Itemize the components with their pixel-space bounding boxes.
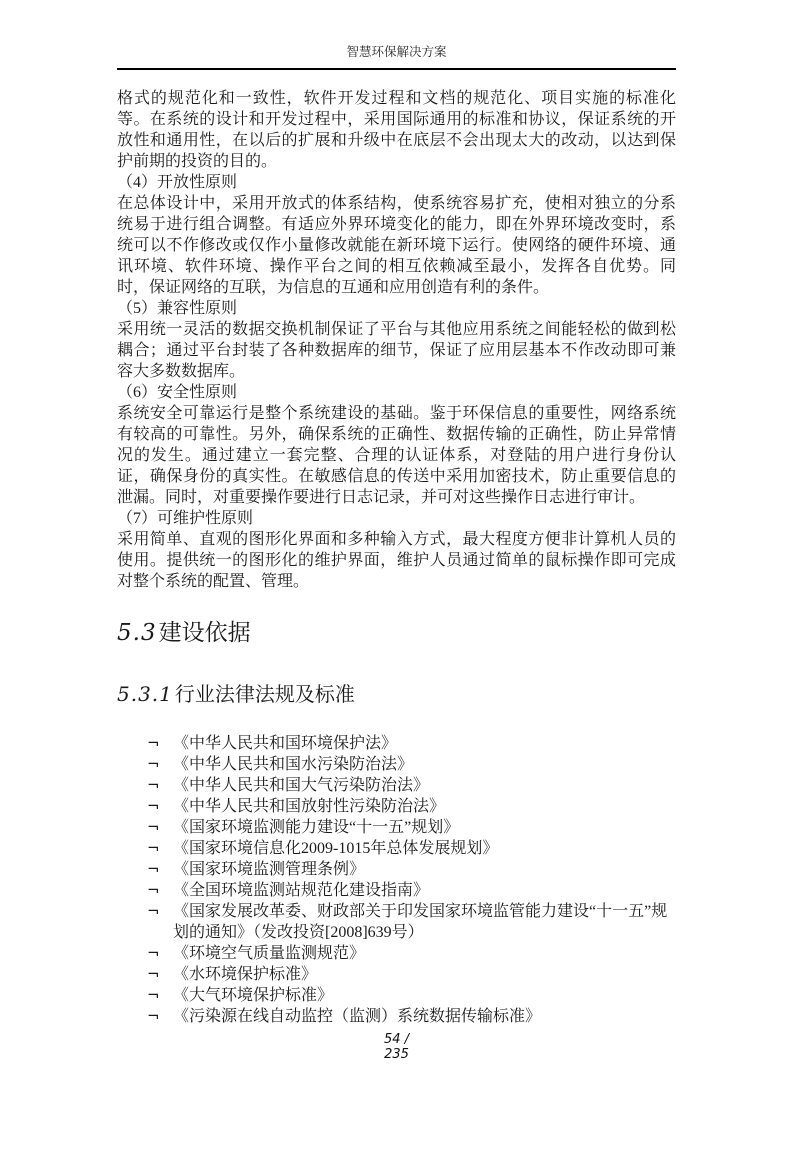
list-item-text: 《国家环境监测能力建设“十一五”规划》 [173, 819, 460, 836]
document-page [0, 45, 793, 1167]
section-title: 行业法律法规及标准 [174, 684, 355, 706]
list-item [117, 859, 676, 880]
list-item-text: 《国家发展改革委、财政部关于印发国家环境监管能力建设“十一五”规划的通知》（发改投资[2008]639号） [173, 903, 668, 941]
list-item-text: 《中华人民共和国环境保护法》 [173, 735, 398, 752]
section-number: 5.3 [117, 620, 157, 646]
list-item-text: 《污染源在线自动监控（监测）系统数据传输标准》 [173, 1008, 542, 1025]
list-bullet-icon: ¬ [147, 965, 160, 983]
section-number: 5.3.1 [117, 682, 173, 706]
list-item [117, 817, 676, 838]
list-bullet-icon: ¬ [147, 881, 160, 899]
list-item-text: 《水环境保护标准》 [173, 966, 318, 983]
page-total: 235 [384, 1047, 409, 1062]
page-header [117, 45, 676, 70]
list-bullet-icon: ¬ [147, 755, 160, 773]
list-bullet-icon: ¬ [147, 839, 160, 857]
list-item-text: 《全国环境监测站规范化建设指南》 [173, 882, 430, 899]
list-item [117, 754, 676, 775]
list-bullet-icon: ¬ [147, 944, 160, 962]
paragraph: 采用统一灵活的数据交换机制保证了平台与其他应用系统之间能轻松的做到松耦合；通过平台封装了各种数据库的细节，保证了应用层基本不作改动即可兼容大多数数据库。 [117, 321, 676, 380]
paragraph: 系统安全可靠运行是整个系统建设的基础。鉴于环保信息的重要性，网络系统有较高的可靠性。另外，确保系统的正确性、数据传输的正确性，防止异常情况的发生。通过建立一套完整、合理的认证体系，对登陆的用户进行身份认证，确保身份的真实性。在敏感信息的传送中采用加密技术，防止重要信息的泄漏。同时，对重要操作要进行日志记录，并可对这些操作日志进行审计。 [117, 405, 676, 506]
section-heading-5-3-1 [117, 681, 676, 709]
paragraph: 在总体设计中，采用开放式的体系结构，使系统容易扩充，使相对独立的分系统易于进行组合调整。有适应外界环境变化的能力，即在外界环境改变时，系统可以不作修改或仅作小量修改就能在新环境下运行。使网络的硬件环境、通讯环境、软件环境、操作平台之间的相互依赖减至最小，发挥各自优势。同时，保证网络的互联，为信息的互通和应用创造有利的条件。 [117, 195, 676, 296]
list-bullet-icon: ¬ [147, 776, 160, 794]
body-text-block [117, 88, 676, 592]
section-title: 建设依据 [158, 620, 251, 645]
page-number: 54 / [383, 1032, 410, 1047]
list-item [117, 838, 676, 859]
list-item [117, 880, 676, 901]
list-bullet-icon: ¬ [147, 797, 160, 815]
list-bullet-icon: ¬ [147, 818, 160, 836]
list-bullet-icon: ¬ [147, 986, 160, 1004]
list-bullet-icon: ¬ [147, 1007, 160, 1025]
subheading-paragraph: （4）开放性原则 [117, 174, 238, 191]
list-item [117, 985, 676, 1006]
list-bullet-icon: ¬ [147, 902, 160, 920]
list-item [117, 943, 676, 964]
paragraph: 格式的规范化和一致性，软件开发过程和文档的规范化、项目实施的标准化等。在系统的设计和开发过程中，采用国际通用的标准和协议，保证系统的开放性和通用性，在以后的扩展和升级中在底层不会出现太大的改动，以达到保护前期的投资的目的。 [117, 90, 676, 170]
list-item-text: 《中华人民共和国水污染防治法》 [173, 756, 414, 773]
list-item [117, 796, 676, 817]
subheading-paragraph: （7）可维护性原则 [117, 510, 254, 527]
list-item-text: 《大气环境保护标准》 [173, 987, 334, 1004]
law-list [117, 733, 676, 1027]
page-footer [117, 1032, 676, 1062]
subheading-paragraph: （6）安全性原则 [117, 384, 238, 401]
list-item [117, 964, 676, 985]
list-item-text: 《中华人民共和国放射性污染防治法》 [173, 798, 446, 815]
list-item [117, 733, 676, 754]
list-item [117, 1006, 676, 1027]
list-bullet-icon: ¬ [147, 860, 160, 878]
list-item-text: 《中华人民共和国大气污染防治法》 [173, 777, 430, 794]
section-heading-5-3 [117, 618, 676, 648]
list-item-text: 《国家环境信息化2009-1015年总体发展规划》 [173, 840, 499, 857]
list-item-text: 《国家环境监测管理条例》 [173, 861, 366, 878]
list-bullet-icon: ¬ [147, 734, 160, 752]
subheading-paragraph: （5）兼容性原则 [117, 300, 238, 317]
list-item [117, 775, 676, 796]
page-header-title: 智慧环保解决方案 [346, 45, 447, 59]
paragraph: 采用简单、直观的图形化界面和多种输入方式，最大程度方便非计算机人员的使用。提供统一的图形化的维护界面，维护人员通过简单的鼠标操作即可完成对整个系统的配置、管理。 [117, 531, 676, 590]
list-item-text: 《环境空气质量监测规范》 [173, 945, 366, 962]
list-item [117, 901, 676, 943]
